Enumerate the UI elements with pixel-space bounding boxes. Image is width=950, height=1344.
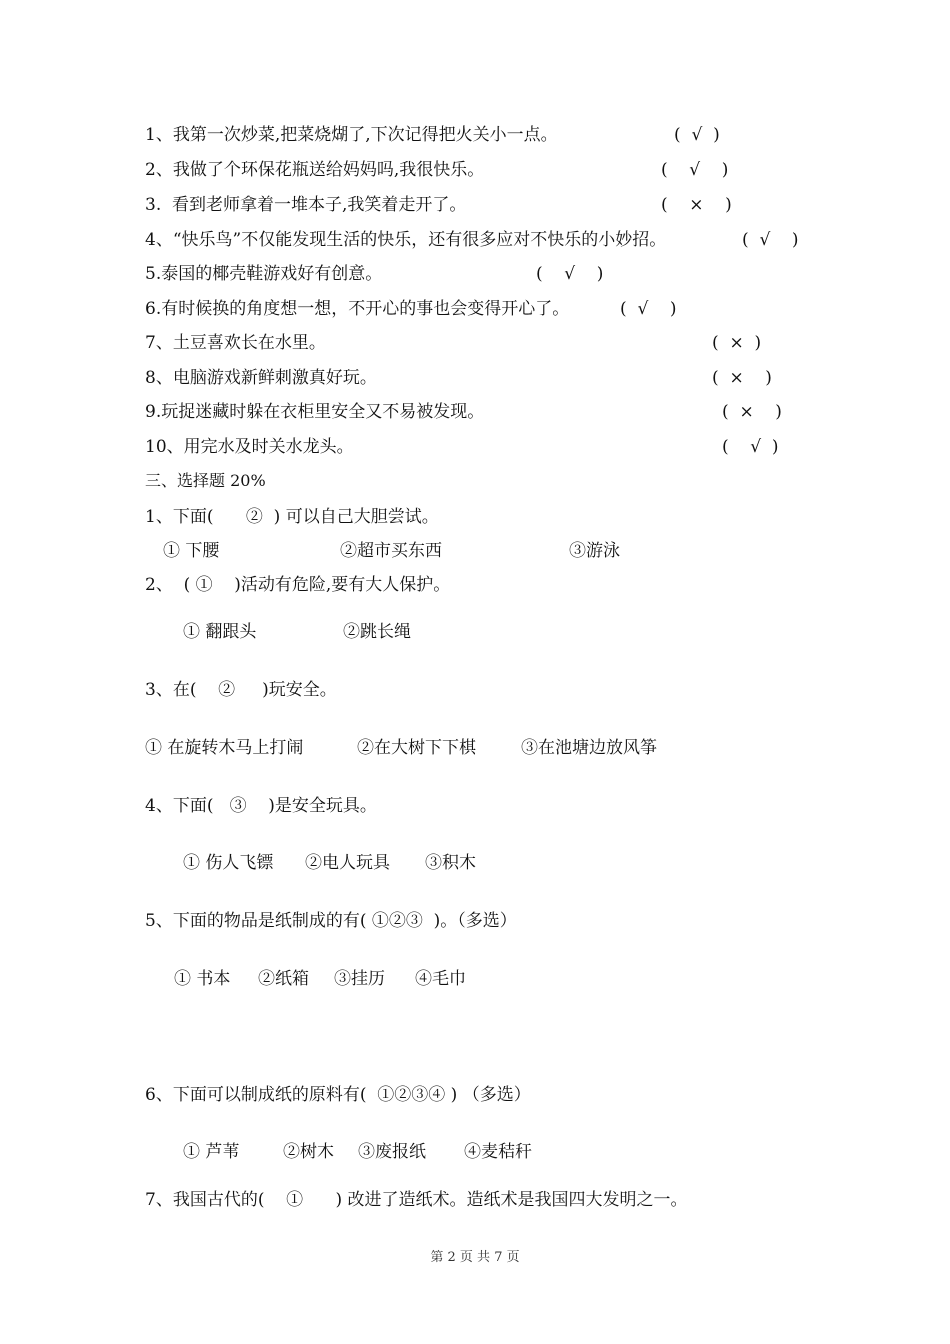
choice-4-option-2: ②电人玩具 (305, 853, 390, 873)
judgment-5-text: 5.泰国的椰壳鞋游戏好有创意。 (145, 264, 383, 284)
judgment-1-answer: ( √ ) (674, 125, 720, 145)
section-3-title: 三、选择题 20% (145, 471, 266, 490)
judgment-6-text: 6.有时候换的角度想一想，不开心的事也会变得开心了。 (145, 299, 570, 319)
judgment-2-text: 2、我做了个环保花瓶送给妈妈吗,我很快乐。 (145, 160, 485, 180)
choice-5-option-4: ④毛巾 (415, 969, 466, 989)
choice-1-question: 1、下面( ② ) 可以自己大胆尝试。 (145, 507, 439, 527)
judgment-9-text: 9.玩捉迷藏时躲在衣柜里安全又不易被发现。 (145, 402, 485, 422)
choice-7-question: 7、我国古代的( ① ) 改进了造纸术。造纸术是我国四大发明之一。 (145, 1190, 688, 1210)
choice-4-question: 4、下面( ③ )是安全玩具。 (145, 796, 377, 816)
choice-2-question: 2、 ( ① )活动有危险,要有大人保护。 (145, 575, 451, 595)
judgment-5-answer: ( √ ) (536, 264, 604, 284)
judgment-1-text: 1、我第一次炒菜,把菜烧煳了,下次记得把火关小一点。 (145, 125, 558, 145)
choice-5-option-2: ②纸箱 (258, 969, 309, 989)
choice-6-option-2: ②树木 (283, 1142, 334, 1162)
choice-3-option-3: ③在池塘边放风筝 (521, 738, 657, 758)
judgment-8-text: 8、电脑游戏新鲜刺激真好玩。 (145, 368, 377, 388)
choice-4-option-3: ③积木 (425, 853, 476, 873)
page-footer: 第 2 页 共 7 页 (430, 1250, 520, 1265)
choice-6-option-3: ③废报纸 (358, 1142, 426, 1162)
choice-2-option-2: ②跳长绳 (343, 622, 411, 642)
judgment-3-text: 3. 看到老师拿着一堆本子,我笑着走开了。 (145, 195, 467, 215)
choice-3-option-2: ②在大树下下棋 (357, 738, 476, 758)
choice-2-option-1: ① 翻跟头 (183, 622, 257, 642)
choice-1-option-3: ③游泳 (569, 541, 620, 561)
judgment-6-answer: ( √ ) (620, 299, 677, 319)
judgment-4-text: 4、“快乐鸟”不仅能发现生活的快乐，还有很多应对不快乐的小妙招。 (145, 230, 667, 250)
judgment-7-text: 7、土豆喜欢长在水里。 (145, 333, 326, 353)
choice-6-option-1: ① 芦苇 (183, 1142, 240, 1162)
judgment-9-answer: ( × ) (722, 402, 782, 422)
choice-6-question: 6、下面可以制成纸的原料有( ①②③④ ) （多选） (145, 1085, 531, 1105)
choice-1-option-2: ②超市买东西 (340, 541, 442, 561)
choice-1-option-1: ① 下腰 (163, 541, 220, 561)
choice-4-option-1: ① 伤人飞镖 (183, 853, 274, 873)
judgment-7-answer: ( × ) (712, 333, 762, 353)
choice-3-question: 3、在( ② )玩安全。 (145, 680, 337, 700)
choice-5-option-3: ③挂历 (334, 969, 385, 989)
choice-3-option-1: ① 在旋转木马上打闹 (145, 738, 304, 758)
judgment-3-answer: ( × ) (661, 195, 732, 215)
choice-5-question: 5、下面的物品是纸制成的有( ①②③ )。（多选） (145, 911, 517, 931)
choice-6-option-4: ④麦秸秆 (464, 1142, 532, 1162)
judgment-2-answer: ( √ ) (661, 160, 729, 180)
choice-5-option-1: ① 书本 (174, 969, 231, 989)
judgment-10-answer: ( √ ) (722, 437, 779, 457)
judgment-4-answer: ( √ ) (742, 230, 799, 250)
judgment-8-answer: ( × ) (712, 368, 772, 388)
judgment-10-text: 10、用完水及时关水龙头。 (145, 437, 354, 457)
